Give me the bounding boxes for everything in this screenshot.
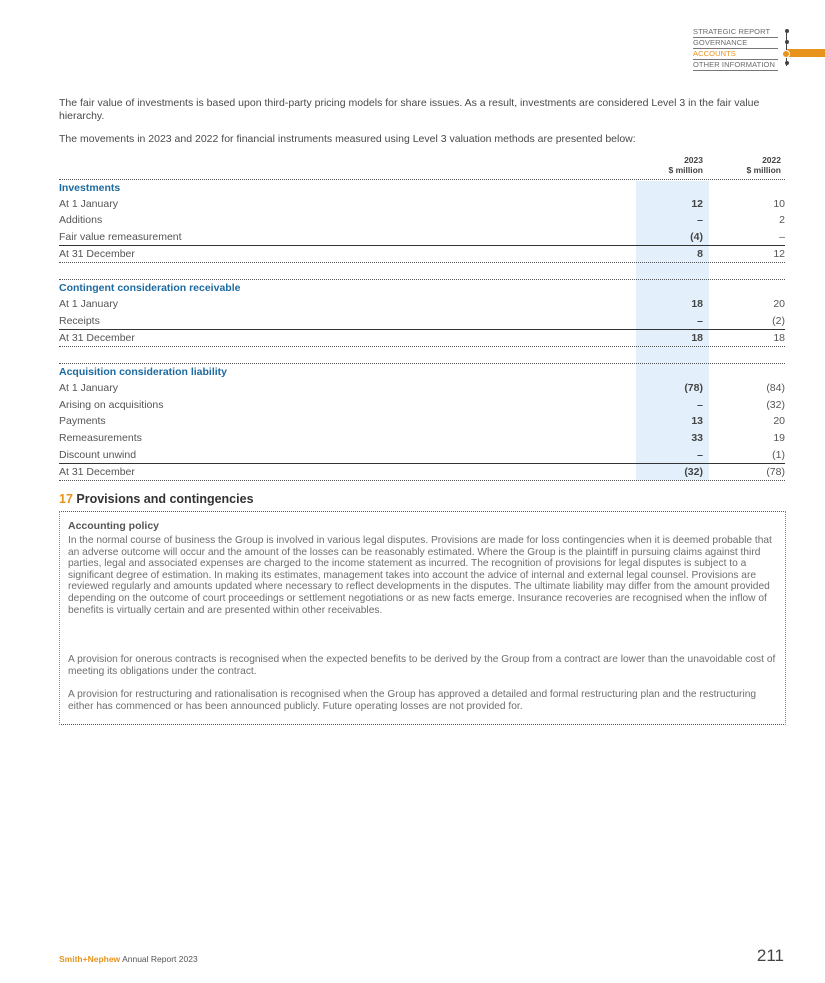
row-label: Fair value remeasurement — [59, 231, 182, 243]
policy-heading: Accounting policy — [68, 520, 160, 532]
value-2022: – — [779, 231, 785, 243]
row-label: Payments — [59, 415, 106, 427]
value-2023: 18 — [691, 332, 703, 344]
value-2022: 19 — [773, 432, 785, 444]
value-2023: 8 — [697, 248, 703, 260]
nav-governance[interactable]: GOVERNANCE — [693, 38, 778, 49]
table-row — [59, 447, 785, 463]
nav-accounts[interactable]: ACCOUNTS — [693, 49, 778, 60]
table-row — [59, 313, 785, 329]
table-row — [59, 413, 785, 429]
row-label: At 31 December — [59, 332, 135, 344]
value-2022: (2) — [772, 315, 785, 327]
table-row — [59, 397, 785, 413]
nav-dot-icon — [785, 29, 789, 33]
table-row-total — [59, 463, 785, 481]
row-label: At 1 January — [59, 382, 118, 394]
value-2022: 2 — [779, 214, 785, 226]
section-17-heading — [59, 492, 254, 506]
footer-brand — [59, 954, 198, 964]
value-2022: 10 — [773, 198, 785, 210]
report-title: Annual Report 2023 — [122, 954, 198, 964]
col-year-2023: 2023 — [684, 155, 703, 165]
value-2022: 12 — [773, 248, 785, 260]
value-2023: (4) — [690, 231, 703, 243]
table-row — [59, 430, 785, 446]
value-2023: 12 — [691, 198, 703, 210]
table-row — [59, 229, 785, 245]
col-unit-2022: $ million — [746, 165, 781, 175]
value-2022: (84) — [766, 382, 785, 394]
value-2022: (78) — [766, 466, 785, 478]
row-label: At 1 January — [59, 298, 118, 310]
nav-dot-icon — [785, 61, 789, 65]
value-2023: 18 — [691, 298, 703, 310]
table-row — [59, 196, 785, 212]
value-2022: (32) — [766, 399, 785, 411]
nav-strategic-report[interactable]: STRATEGIC REPORT — [693, 27, 778, 38]
table-row — [59, 296, 785, 312]
intro-paragraph-2: The movements in 2023 and 2022 for financial instruments measured using Level 3 valuation methods are presented below: — [59, 133, 636, 145]
value-2023: 33 — [691, 432, 703, 444]
accounting-policy-box — [59, 511, 786, 725]
table-row-total — [59, 245, 785, 263]
row-label: Arising on acquisitions — [59, 399, 164, 411]
value-2022: 18 — [773, 332, 785, 344]
section-title: Acquisition consideration liability — [59, 366, 228, 378]
row-label: At 31 December — [59, 466, 135, 478]
value-2023: – — [697, 399, 703, 411]
brand-name: Smith+Nephew — [59, 954, 121, 964]
section-contingent-consideration — [59, 279, 785, 296]
nav-dot-icon — [785, 40, 789, 44]
section-title: Investments — [59, 182, 121, 194]
nav-active-dot-icon — [782, 50, 790, 58]
value-2023: – — [697, 214, 703, 226]
intro-paragraph-1: The fair value of investments is based upon third-party pricing models for share issues. As a result, investments are considered Level 3 in the fair value hierarchy. — [59, 97, 760, 122]
row-label: Receipts — [59, 315, 100, 327]
section-investments — [59, 179, 785, 196]
table-row — [59, 380, 785, 396]
value-2023: 13 — [691, 415, 703, 427]
section-nav — [693, 27, 778, 71]
nav-other-information[interactable]: OTHER INFORMATION — [693, 60, 778, 71]
nav-active-marker — [787, 49, 825, 57]
col-header-2022 — [730, 155, 781, 175]
section-heading-text: Provisions and contingencies — [76, 492, 254, 506]
row-label: Additions — [59, 214, 103, 226]
row-label: Remeasurements — [59, 432, 142, 444]
page-number: 211 — [756, 946, 784, 965]
policy-paragraph-2: A provision for onerous contracts is recognised when the expected benefits to be derived by the Group from a contract are lower than the unavoidable cost of meeting its obligations under the contract. — [68, 654, 776, 677]
col-unit-2023: $ million — [668, 165, 703, 175]
section-acquisition-consideration — [59, 363, 785, 380]
col-year-2022: 2022 — [762, 155, 781, 165]
row-label: At 31 December — [59, 248, 135, 260]
policy-paragraph-1: In the normal course of business the Group is involved in various legal disputes. Provisions are made for loss contingencies when it is deemed probable that an adverse outcome will occur and the amount of the losses can be reasonably estimated. Where the Group is the plaintiff in pursuing claims against third parties, legal and associated expenses are charged to the income statement as incurred. The recognition of provisions for legal disputes is subject to a significant degree of estimation. In making its estimates, management takes into account the advice of internal and external legal counsel. Provisions are reviewed regularly and amounts updated where necessary to reflect developments in the disputes. The ultimate liability may differ from the amount provided depending on the outcome of court proceedings or settlement negotiations or as new facts emerge. Insurance recoveries are recognised when the inflow of benefits is virtually certain and are presented within other receivables. — [68, 535, 772, 616]
value-2023: – — [697, 315, 703, 327]
value-2023: (78) — [684, 382, 703, 394]
section-title: Contingent consideration receivable — [59, 282, 241, 294]
table-row — [59, 212, 785, 228]
table-row-total — [59, 329, 785, 347]
section-number: 17 — [59, 492, 73, 506]
row-label: At 1 January — [59, 198, 118, 210]
value-2023: – — [697, 449, 703, 461]
value-2023: (32) — [684, 466, 703, 478]
col-header-2023 — [650, 155, 703, 175]
row-label: Discount unwind — [59, 449, 137, 461]
value-2022: 20 — [773, 298, 785, 310]
value-2022: 20 — [773, 415, 785, 427]
policy-paragraph-3: A provision for restructuring and rationalisation is recognised when the Group has approved a detailed and formal restructuring plan and the restructuring either has commenced or has been announced publicly. Future operating losses are not provided for. — [68, 689, 757, 712]
value-2022: (1) — [772, 449, 785, 461]
